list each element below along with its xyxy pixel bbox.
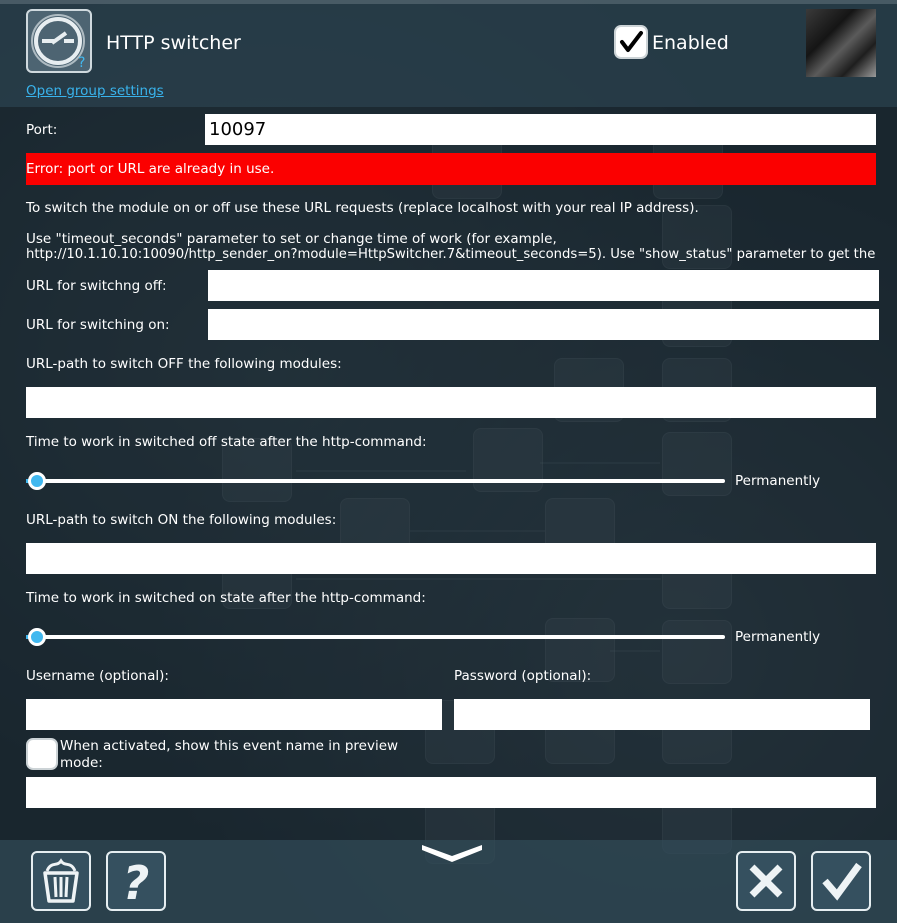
chevron-down-icon bbox=[420, 844, 484, 868]
event-label-line2: mode: bbox=[60, 755, 103, 771]
checkmark-icon bbox=[813, 853, 869, 909]
svg-text:?: ? bbox=[78, 55, 86, 71]
event-name-checkbox[interactable] bbox=[26, 738, 58, 770]
info-text-line3: http://10.1.10.10:10090/http_sender_on?module=HttpSwitcher.7&timeout_seconds=5). Use "show_status" parameter to get the bbox=[26, 247, 876, 262]
time-off-label: Time to work in switched off state after the http-command: bbox=[26, 434, 427, 450]
path-off-input[interactable] bbox=[26, 387, 876, 418]
slider-handle[interactable] bbox=[28, 628, 46, 646]
module-title: HTTP switcher bbox=[106, 32, 241, 54]
slider-handle[interactable] bbox=[28, 472, 46, 490]
slider-track[interactable] bbox=[26, 635, 725, 639]
password-label: Password (optional): bbox=[454, 668, 592, 684]
port-input[interactable] bbox=[205, 114, 876, 145]
slider-track[interactable] bbox=[26, 479, 725, 483]
password-input[interactable] bbox=[454, 699, 870, 730]
time-on-label: Time to work in switched on state after the http-command: bbox=[26, 590, 426, 606]
url-on-label: URL for switching on: bbox=[26, 317, 170, 333]
open-group-settings-link[interactable]: Open group settings bbox=[26, 83, 164, 99]
cancel-button[interactable] bbox=[736, 851, 796, 911]
port-label: Port: bbox=[26, 122, 58, 138]
svg-text:?: ? bbox=[122, 856, 150, 909]
event-label-line1: When activated, show this event name in preview bbox=[60, 738, 399, 754]
time-off-value: Permanently bbox=[735, 473, 821, 489]
collapse-button[interactable] bbox=[420, 844, 484, 868]
checkmark-icon bbox=[616, 27, 646, 57]
path-off-label: URL-path to switch OFF the following modules: bbox=[26, 356, 342, 372]
path-on-input[interactable] bbox=[26, 543, 876, 574]
close-icon bbox=[738, 853, 794, 909]
http-switcher-icon[interactable] bbox=[26, 9, 92, 73]
error-banner bbox=[26, 153, 876, 185]
question-icon bbox=[108, 853, 164, 909]
camera-preview-thumbnail[interactable] bbox=[806, 9, 876, 77]
enabled-label: Enabled bbox=[652, 32, 729, 54]
url-off-label: URL for switchng off: bbox=[26, 278, 167, 294]
ok-button[interactable] bbox=[811, 851, 871, 911]
info-text-line2: Use "timeout_seconds" parameter to set or change time of work (for example, bbox=[26, 231, 557, 247]
username-input[interactable] bbox=[26, 699, 442, 730]
info-text-line1: To switch the module on or off use these URL requests (replace localhost with your real IP address). bbox=[26, 200, 699, 216]
url-on-input[interactable] bbox=[208, 309, 879, 340]
username-label: Username (optional): bbox=[26, 668, 169, 684]
help-button[interactable] bbox=[106, 851, 166, 911]
time-on-value: Permanently bbox=[735, 629, 821, 645]
enabled-checkbox[interactable] bbox=[614, 25, 648, 59]
error-text: Error: port or URL are already in use. bbox=[26, 161, 275, 177]
trash-icon bbox=[33, 853, 89, 909]
module-strip bbox=[0, 0, 897, 4]
delete-button[interactable] bbox=[31, 851, 91, 911]
url-off-input[interactable] bbox=[208, 270, 879, 301]
path-on-label: URL-path to switch ON the following modules: bbox=[26, 512, 337, 528]
event-name-input[interactable] bbox=[26, 777, 876, 808]
